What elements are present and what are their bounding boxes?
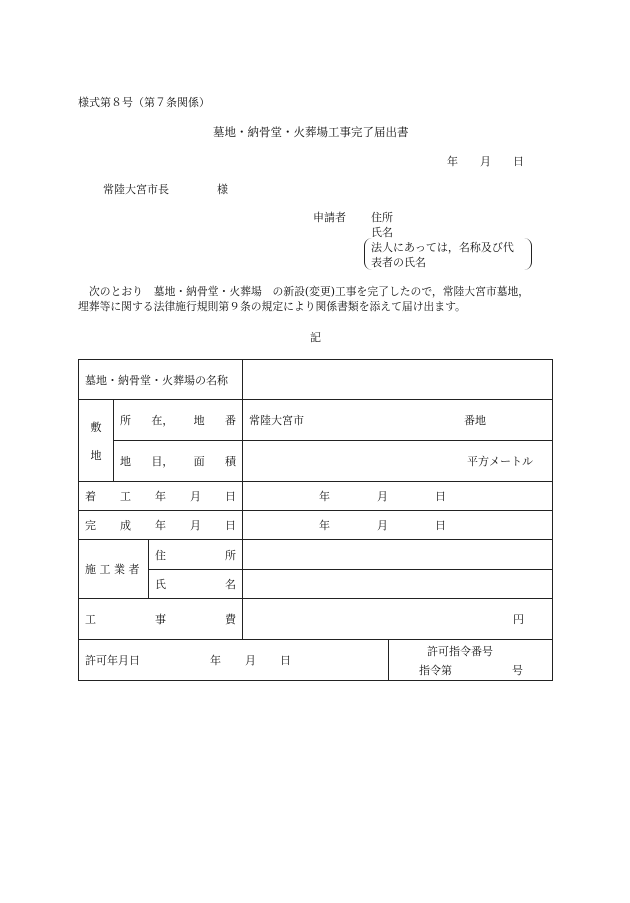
row-contractor-address: [79, 540, 553, 570]
permit-number-prefix: 指令第: [419, 663, 452, 677]
complete-label-char-2: 成: [120, 519, 131, 532]
permit-number-label: 許可指令番号: [427, 644, 493, 658]
contractor-name-char-2: 名: [225, 578, 236, 591]
start-label-char-2: 工: [120, 490, 131, 503]
location-label-char-1: 所: [120, 414, 131, 427]
facility-name-input[interactable]: [243, 360, 553, 400]
permit-month-label: 月: [245, 654, 256, 667]
location-banchi-suffix: 番地: [464, 414, 486, 427]
start-month-label: 月: [377, 490, 388, 503]
land-area-input[interactable]: [243, 441, 553, 482]
form-number: 様式第８号（第７条関係）: [78, 96, 210, 109]
land-label-char-3: 面: [193, 455, 205, 468]
contractor-address-char-2: 所: [225, 548, 236, 562]
row-location: [79, 400, 553, 441]
applicant-address-label: 住所: [371, 211, 393, 224]
start-year-label: 年: [319, 490, 330, 503]
corporate-note-line2: 表者の氏名: [371, 256, 426, 269]
applicant-label: 申請者: [313, 211, 346, 224]
corporate-note-line1: 法人にあっては，名称及び代: [371, 241, 514, 254]
location-label-cell: [114, 400, 243, 441]
site-label-2: 地: [90, 448, 102, 462]
facility-name-label: 墓地・納骨堂・火葬場の名称: [85, 373, 228, 387]
location-label-char-3: 地: [193, 414, 205, 427]
contractor-name-char-1: 氏: [155, 578, 166, 591]
land-label-char-4: 積: [224, 455, 236, 468]
permit-day-label: 日: [280, 654, 291, 667]
complete-label-char-5: 日: [225, 519, 236, 532]
start-day-label: 日: [435, 490, 446, 503]
permit-number-suffix: 号: [512, 663, 523, 677]
start-label-char-4: 月: [190, 490, 201, 503]
completion-year-label: 年: [319, 519, 330, 532]
row-facility-name: [79, 360, 553, 400]
contractor-label-cell: [79, 540, 149, 599]
complete-label-char-1: 完: [85, 519, 96, 532]
row-contractor-name: [79, 570, 553, 599]
addressee-name: 常陸大宮市長: [103, 183, 169, 196]
start-label-char-1: 着: [85, 490, 96, 503]
document-title: 墓地・納骨堂・火葬場工事完了届出書: [213, 125, 409, 139]
land-label-char-1: 地: [120, 455, 131, 468]
addressee: [103, 184, 228, 195]
facility-name-label-cell: [79, 360, 243, 400]
land-area-label: [114, 453, 242, 469]
location-label-char-2: 在，: [151, 414, 174, 427]
row-construction-cost: [79, 599, 553, 640]
permit-date-label: 許可年月日: [85, 654, 140, 667]
completion-date-label-cell: [79, 511, 243, 540]
permit-year-label: 年: [210, 654, 221, 667]
submission-date: [447, 156, 524, 167]
date-month-label: 月: [480, 155, 491, 168]
contractor-address-input[interactable]: [243, 540, 553, 570]
permit-number-cell[interactable]: [389, 640, 553, 681]
start-label-char-3: 年: [155, 490, 166, 503]
start-date-input[interactable]: [243, 482, 553, 511]
row-permit: [79, 640, 553, 681]
completion-day-label: 日: [435, 519, 446, 532]
date-year-label: 年: [447, 155, 458, 168]
contractor-label: 施 工 業 者: [85, 563, 140, 576]
completion-date-label: [79, 517, 242, 533]
cost-unit: 円: [513, 613, 524, 626]
contractor-name-input[interactable]: [243, 570, 553, 599]
cost-label-char-2: 事: [155, 613, 166, 626]
contractor-address-label: [149, 547, 242, 563]
contractor-name-label-cell: [149, 570, 243, 599]
location-city: 常陸大宮市: [249, 414, 304, 427]
cost-input[interactable]: [243, 599, 553, 640]
cost-label-char-3: 費: [225, 613, 236, 626]
land-label-char-2: 目，: [151, 455, 174, 468]
permit-date-cell[interactable]: [79, 640, 389, 681]
land-area-label-cell: [114, 441, 243, 482]
start-date-label-cell: [79, 482, 243, 511]
cost-label-cell: [79, 599, 243, 640]
start-date-label: [79, 488, 242, 504]
contractor-address-label-cell: [149, 540, 243, 570]
start-label-char-5: 日: [225, 490, 236, 503]
completion-month-label: 月: [377, 519, 388, 532]
body-text-line2: 埋葬等に関する法律施行規則第９条の規定により関係書類を添えて届け出ます。: [78, 300, 466, 313]
cost-label-char-1: 工: [85, 613, 96, 626]
location-label: [114, 412, 242, 428]
location-label-char-4: 番: [224, 414, 236, 427]
site-label-cell: [79, 400, 114, 482]
row-completion-date: [79, 511, 553, 540]
row-land-area: [79, 441, 553, 482]
row-start-date: [79, 482, 553, 511]
ki-heading: 記: [310, 331, 321, 344]
completion-form-table: [78, 359, 553, 681]
cost-label: [79, 611, 242, 627]
date-day-label: 日: [513, 155, 524, 168]
applicant-name-label: 氏名: [371, 226, 393, 239]
contractor-name-label: [149, 576, 242, 592]
location-input[interactable]: [243, 400, 553, 441]
contractor-address-char-1: 住: [155, 548, 166, 562]
area-unit: 平方メートル: [467, 455, 533, 468]
body-text-line1: 次のとおり 墓地・納骨堂・火葬場 の新設(変更)工事を完了したので，常陸大宮市墓地，: [89, 285, 530, 298]
complete-label-char-4: 月: [190, 519, 201, 532]
completion-date-input[interactable]: [243, 511, 553, 540]
site-label-1: 敷: [90, 420, 102, 434]
addressee-honorific: 様: [217, 183, 228, 196]
complete-label-char-3: 年: [155, 519, 166, 532]
